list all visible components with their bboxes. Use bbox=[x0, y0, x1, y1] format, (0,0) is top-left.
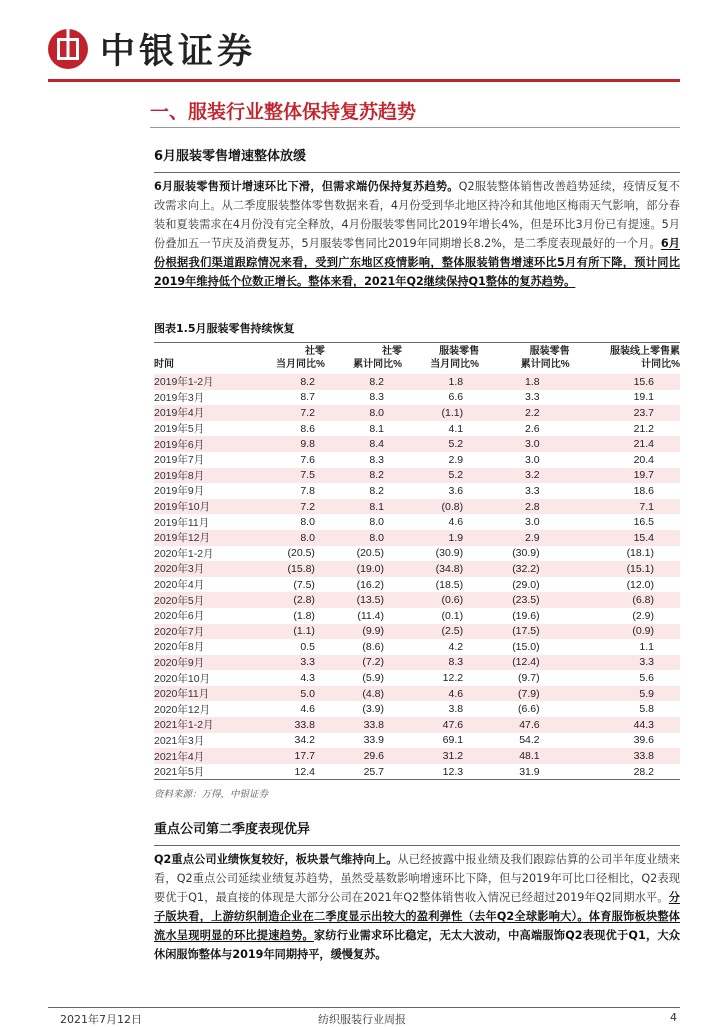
table-row bbox=[154, 530, 680, 546]
header-rule bbox=[48, 79, 680, 82]
table-cell: (16.2) bbox=[356, 578, 385, 591]
table-cell: (17.5) bbox=[479, 624, 570, 640]
table-cell: 33.8 bbox=[570, 748, 680, 764]
table-cell: (8.6) bbox=[362, 640, 385, 653]
table-cell: 3.6 bbox=[448, 484, 464, 497]
table-cell: 0.5 bbox=[300, 640, 315, 653]
table-cell: 3.3 bbox=[248, 655, 325, 671]
table-cell: (7.9) bbox=[479, 686, 570, 702]
table-cell: 4.6 bbox=[402, 686, 479, 702]
para-body: Q2服装整体销售改善趋势延续，疫情反复不改需求向上。从二季度服装整体零售数据来看，4月份受到华北地区持冷和其他地区梅雨天气影响，部分春装和夏装需求在4月份没有完全释放，4月份服装零售同比2019年增长4%，但是环比3月份已有提速。5月份叠加五一节庆及消费复苏，5月服装零售同比2019年同期增长8.2%，是二季度表现最好的一个月。 bbox=[154, 180, 680, 250]
table-cell: 8.0 bbox=[369, 516, 385, 529]
table-cell: (30.9) bbox=[512, 547, 540, 560]
column-header: 社零 当月同比% bbox=[276, 346, 325, 370]
footer-report-name: 纺织服装行业周报 bbox=[318, 1013, 406, 1026]
table-cell: (0.6) bbox=[402, 592, 479, 608]
table-cell: 39.6 bbox=[633, 734, 654, 747]
subsection-title: 6月服装零售增速整体放缓 bbox=[154, 149, 307, 164]
table-row bbox=[154, 624, 680, 640]
table-cell: 2.9 bbox=[479, 530, 570, 546]
table-cell: (29.0) bbox=[512, 578, 540, 591]
section-title: 一、服装行业整体保持复苏趋势 bbox=[150, 101, 417, 123]
table-cell: (2.8) bbox=[248, 592, 325, 608]
table-cell: 19.7 bbox=[570, 468, 680, 484]
table-row bbox=[154, 764, 680, 780]
row-period: 2019年10月 bbox=[154, 499, 248, 515]
table-cell: 19.1 bbox=[633, 391, 654, 404]
table-cell: 3.2 bbox=[479, 468, 570, 484]
table-row bbox=[154, 561, 680, 577]
table-cell: (6.8) bbox=[570, 592, 680, 608]
row-period: 2020年5月 bbox=[154, 592, 248, 608]
table-cell: 4.1 bbox=[448, 422, 464, 435]
table-title: 图表1.5月服装零售持续恢复 bbox=[154, 322, 295, 335]
table-body bbox=[154, 374, 680, 779]
table-cell: (2.9) bbox=[632, 609, 654, 622]
row-period: 2021年3月 bbox=[154, 734, 205, 747]
table-row bbox=[154, 655, 680, 671]
footer-date: 2021年7月12日 bbox=[60, 1013, 142, 1026]
table-cell: (18.1) bbox=[626, 547, 654, 560]
table-row bbox=[154, 452, 680, 468]
table-cell: 5.2 bbox=[402, 468, 479, 484]
table-cell: 33.8 bbox=[248, 717, 325, 733]
table-row bbox=[154, 717, 680, 733]
table-row bbox=[154, 608, 680, 624]
table-source: 资料来源：万得，中银证券 bbox=[154, 789, 269, 801]
table-cell: 1.8 bbox=[479, 374, 570, 390]
table-cell: 8.0 bbox=[325, 405, 402, 421]
table-cell: 8.3 bbox=[369, 453, 385, 466]
table-cell: 3.0 bbox=[525, 516, 540, 529]
table-cell: (5.9) bbox=[362, 672, 385, 685]
table-cell: 25.7 bbox=[363, 765, 385, 778]
table-cell: (7.5) bbox=[293, 578, 315, 591]
para-emphasis: 6月份根据我们渠道跟踪情况来看，受到广东地区疫情影响，整体服装销售增速环比5月有所下降，预计同比2019年维持低个位数正增长。整体来看，2021年Q2继续保持Q1整体的复苏趋势。 bbox=[154, 237, 680, 288]
table-cell: 8.0 bbox=[300, 516, 315, 529]
table-cell: (9.7) bbox=[518, 672, 540, 685]
table-cell: (12.4) bbox=[479, 655, 570, 671]
table-cell: 29.6 bbox=[325, 748, 402, 764]
bank-of-china-logo-icon bbox=[48, 29, 88, 69]
table-cell: 48.1 bbox=[479, 748, 570, 764]
table-cell: 1.9 bbox=[402, 530, 479, 546]
table-cell: (1.1) bbox=[248, 624, 325, 640]
row-period: 2020年11月 bbox=[154, 686, 248, 702]
table-cell: (20.5) bbox=[287, 547, 315, 560]
table-cell: (11.4) bbox=[357, 609, 385, 622]
table-cell: 4.2 bbox=[448, 640, 464, 653]
table-cell: 18.6 bbox=[633, 484, 654, 497]
subsection-retail bbox=[154, 145, 680, 291]
table-row bbox=[154, 639, 680, 655]
table-cell: 44.3 bbox=[570, 717, 680, 733]
table-cell: (9.9) bbox=[325, 624, 402, 640]
table-cell: (3.9) bbox=[362, 703, 385, 716]
row-period: 2021年5月 bbox=[154, 766, 205, 779]
table-row bbox=[154, 390, 680, 406]
table-cell: 12.4 bbox=[294, 765, 315, 778]
column-header: 服装零售 当月同比% bbox=[430, 346, 480, 370]
table-row bbox=[154, 592, 680, 608]
table-cell: (13.5) bbox=[325, 592, 402, 608]
table-cell: 2.9 bbox=[448, 453, 464, 466]
table-cell: 28.2 bbox=[633, 765, 654, 778]
table-row bbox=[154, 546, 680, 562]
table-cell: (32.2) bbox=[479, 561, 570, 577]
para-conclusion: 家纺行业需求环比稳定，无太大波动，中高端服饰Q2表现优于Q1，大众休闲服饰整体与2019年同期持平，缓慢复苏。 bbox=[154, 929, 680, 961]
retail-table bbox=[154, 343, 680, 779]
table-cell: 7.2 bbox=[248, 405, 325, 421]
row-period: 2020年9月 bbox=[154, 655, 248, 671]
table-cell: (19.0) bbox=[325, 561, 402, 577]
table-cell: 8.7 bbox=[300, 391, 315, 404]
table-cell: 16.5 bbox=[633, 516, 654, 529]
paragraph bbox=[154, 177, 680, 291]
table-cell: 34.2 bbox=[294, 734, 315, 747]
para-body: 从已经披露中报业绩及我们跟踪估算的公司半年度业绩来看，Q2重点公司延续业绩复苏趋势，虽然受基数影响增速环比下降，但与2019年可比口径相比，Q2表现要优于Q1，最直接的体现是大部分公司在2021年Q2整体销售收入情况已经超过2019年Q2同期水平。 bbox=[154, 853, 680, 904]
row-period: 2019年4月 bbox=[154, 405, 248, 421]
footer-rule bbox=[48, 1007, 680, 1008]
row-period: 2021年4月 bbox=[154, 748, 248, 764]
table-cell: 5.6 bbox=[639, 672, 654, 685]
table-cell: 17.7 bbox=[248, 748, 325, 764]
table-cell: 69.1 bbox=[442, 734, 464, 747]
row-period: 2020年12月 bbox=[154, 703, 211, 716]
row-period: 2019年9月 bbox=[154, 485, 205, 498]
table-cell: 8.2 bbox=[325, 468, 402, 484]
column-header: 时间 bbox=[154, 359, 174, 370]
table-cell: (0.8) bbox=[402, 499, 479, 515]
row-period: 2019年7月 bbox=[154, 454, 205, 467]
row-period: 2019年5月 bbox=[154, 423, 205, 436]
row-period: 2019年6月 bbox=[154, 436, 248, 452]
table-cell: 3.0 bbox=[525, 453, 540, 466]
table-cell: 7.5 bbox=[248, 468, 325, 484]
table-cell: 12.2 bbox=[442, 672, 464, 685]
para-lead: 6月服装零售预计增速环比下滑，但需求端仍保持复苏趋势。 bbox=[154, 180, 459, 193]
table-row bbox=[154, 499, 680, 515]
table-row bbox=[154, 436, 680, 452]
table-cell: (18.5) bbox=[435, 578, 464, 591]
row-period: 2019年8月 bbox=[154, 468, 248, 484]
table-row bbox=[154, 733, 680, 749]
table-bottom-rule bbox=[154, 779, 680, 780]
table-cell: (6.6) bbox=[518, 703, 540, 716]
para-emphasis: 分子版块看，上游纺织制造企业在二季度显示出较大的盈利弹性（去年Q2全球影响大）。体育服饰板块整体流水呈现明显的环比提速趋势。 bbox=[154, 891, 680, 942]
table-cell: 7.2 bbox=[248, 499, 325, 515]
table-cell: (20.5) bbox=[356, 547, 385, 560]
table-row bbox=[154, 686, 680, 702]
table-cell: 2.2 bbox=[479, 405, 570, 421]
table-cell: (1.8) bbox=[293, 609, 315, 622]
table-cell: (19.6) bbox=[512, 609, 540, 622]
table-cell: (23.5) bbox=[479, 592, 570, 608]
table-row bbox=[154, 514, 680, 530]
table-cell: (1.1) bbox=[402, 405, 479, 421]
table-cell: 21.4 bbox=[570, 436, 680, 452]
table-cell: 15.6 bbox=[570, 374, 680, 390]
row-period: 2019年1-2月 bbox=[154, 374, 248, 390]
table-cell: (0.9) bbox=[570, 624, 680, 640]
subsection-rule bbox=[154, 845, 680, 846]
row-period: 2021年1-2月 bbox=[154, 717, 248, 733]
table-row bbox=[154, 701, 680, 717]
table-cell: 20.4 bbox=[633, 453, 654, 466]
row-period: 2020年1-2月 bbox=[154, 547, 214, 560]
table-cell: 8.0 bbox=[325, 530, 402, 546]
table-cell: 33.8 bbox=[325, 717, 402, 733]
table-row bbox=[154, 577, 680, 593]
retail-table-figure bbox=[154, 320, 680, 800]
table-cell: (2.5) bbox=[402, 624, 479, 640]
table-cell: 5.8 bbox=[639, 703, 654, 716]
table-cell: 8.2 bbox=[325, 374, 402, 390]
table-cell: 54.2 bbox=[519, 734, 540, 747]
row-period: 2020年10月 bbox=[154, 672, 211, 685]
table-row bbox=[154, 405, 680, 421]
table-cell: 5.0 bbox=[248, 686, 325, 702]
row-period: 2020年8月 bbox=[154, 641, 205, 654]
table-cell: 1.8 bbox=[402, 374, 479, 390]
table-cell: 4.6 bbox=[300, 703, 315, 716]
column-header: 服装线上零售累 计同比% bbox=[610, 346, 680, 370]
table-cell: 7.1 bbox=[570, 499, 680, 515]
table-cell: (15.1) bbox=[570, 561, 680, 577]
row-period: 2020年6月 bbox=[154, 610, 205, 623]
column-header: 社零 累计同比% bbox=[353, 346, 403, 370]
table-cell: 31.2 bbox=[402, 748, 479, 764]
table-cell: (15.0) bbox=[512, 640, 540, 653]
table-cell: 1.1 bbox=[639, 640, 654, 653]
row-period: 2019年3月 bbox=[154, 391, 205, 404]
table-cell: 3.3 bbox=[525, 484, 540, 497]
table-cell: 8.0 bbox=[248, 530, 325, 546]
table-header-row bbox=[154, 343, 680, 374]
table-cell: 5.9 bbox=[570, 686, 680, 702]
table-row bbox=[154, 748, 680, 764]
row-period: 2020年7月 bbox=[154, 624, 248, 640]
table-cell: 8.2 bbox=[369, 484, 385, 497]
table-row bbox=[154, 670, 680, 686]
table-cell: 2.6 bbox=[525, 422, 540, 435]
row-period: 2019年11月 bbox=[154, 516, 210, 529]
table-cell: (4.8) bbox=[325, 686, 402, 702]
table-cell: 8.4 bbox=[325, 436, 402, 452]
table-cell: 3.0 bbox=[479, 436, 570, 452]
table-row bbox=[154, 374, 680, 390]
table-row bbox=[154, 468, 680, 484]
table-cell: 8.3 bbox=[369, 391, 385, 404]
table-cell: 31.9 bbox=[519, 765, 540, 778]
table-cell: 9.8 bbox=[248, 436, 325, 452]
table-cell: (30.9) bbox=[435, 547, 464, 560]
company-logo bbox=[48, 24, 256, 74]
table-cell: 47.6 bbox=[402, 717, 479, 733]
table-cell: 5.2 bbox=[402, 436, 479, 452]
page-number: 4 bbox=[670, 1011, 677, 1024]
table-cell: 6.6 bbox=[448, 391, 464, 404]
table-cell: (15.8) bbox=[248, 561, 325, 577]
table-cell: 4.6 bbox=[448, 516, 464, 529]
subsection-rule bbox=[154, 172, 680, 173]
table-cell: 8.1 bbox=[369, 422, 385, 435]
table-cell: (7.2) bbox=[325, 655, 402, 671]
table-cell: 12.3 bbox=[442, 765, 464, 778]
table-cell: 21.2 bbox=[633, 422, 654, 435]
column-header: 服装零售 累计同比% bbox=[520, 346, 570, 370]
table-row bbox=[154, 483, 680, 499]
section-rule bbox=[150, 127, 680, 128]
table-cell: (12.0) bbox=[626, 578, 654, 591]
table-cell: 47.6 bbox=[479, 717, 570, 733]
table-cell: 2.8 bbox=[479, 499, 570, 515]
table-cell: 8.6 bbox=[300, 422, 315, 435]
paragraph bbox=[154, 850, 680, 964]
row-period: 2019年12月 bbox=[154, 530, 248, 546]
table-cell: 3.3 bbox=[570, 655, 680, 671]
table-cell: 33.9 bbox=[363, 734, 385, 747]
table-cell: 23.7 bbox=[570, 405, 680, 421]
table-cell: (0.1) bbox=[441, 609, 464, 622]
row-period: 2020年4月 bbox=[154, 579, 205, 592]
table-cell: 8.3 bbox=[402, 655, 479, 671]
table-row bbox=[154, 421, 680, 437]
row-period: 2020年3月 bbox=[154, 561, 248, 577]
table-cell: 3.8 bbox=[448, 703, 464, 716]
subsection-title: 重点公司第二季度表现优异 bbox=[154, 822, 311, 837]
table-cell: 7.6 bbox=[300, 453, 315, 466]
table-cell: 7.8 bbox=[300, 484, 315, 497]
table-cell: 15.4 bbox=[570, 530, 680, 546]
table-cell: 4.3 bbox=[300, 672, 315, 685]
table-cell: 3.3 bbox=[525, 391, 540, 404]
table-cell: 8.1 bbox=[325, 499, 402, 515]
company-name: 中银证券 bbox=[100, 31, 257, 72]
para-lead: Q2重点公司业绩恢复较好，板块景气维持向上。 bbox=[154, 853, 398, 866]
table-cell: 8.2 bbox=[248, 374, 325, 390]
subsection-companies bbox=[154, 818, 680, 964]
table-cell: (34.8) bbox=[402, 561, 479, 577]
